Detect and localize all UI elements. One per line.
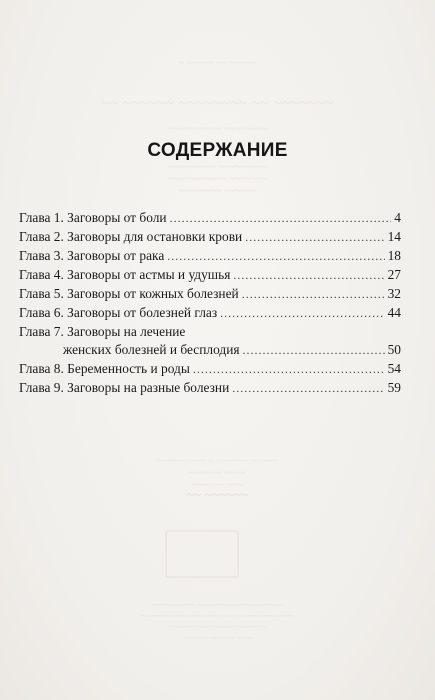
toc-entry-page: 54 xyxy=(387,361,401,376)
bleed-through-text: ~~~~~~~~~ ~~~~~~~~~~~~~~~~~~ ~~~~~~ ~~~~~~~~~~~~ ~~~~~ ~~~~~~~ ~~~~~~~~~~~~~~~~~~~~ ~~~~~ ~~~~~ ~~~ xyxy=(141,600,294,643)
toc-entry-page: 44 xyxy=(387,305,401,320)
toc-entry-page: 14 xyxy=(387,229,401,244)
bleed-through-text: ~~ ~~~~~~ xyxy=(186,488,249,503)
toc-entry-page: 4 xyxy=(394,210,401,225)
dot-leader xyxy=(170,209,392,227)
toc-entry[interactable] xyxy=(19,266,401,284)
dot-leader xyxy=(245,228,384,246)
bleed-through-text: ~~~~~~~~~ ~ ~~~~~~ ~~~~~ ~~~~~~ ~~~~ ~~~~~~ ~~~ xyxy=(156,456,279,491)
toc-entry-label: Глава 4. Заговоры от астмы и удушья xyxy=(19,267,231,282)
toc-entry-page: 32 xyxy=(387,286,401,301)
toc-entry-label: Глава 2. Заговоры для остановки крови xyxy=(19,229,243,244)
toc-entry-label: Глава 9. Заговоры на разные болезни xyxy=(19,380,230,395)
bleed-through-text: ~ ~~~~~ ~~ ~~~~~ xyxy=(178,58,257,69)
toc-entry[interactable] xyxy=(19,379,401,397)
toc-entry-label-continued: женских болезней и бесплодия xyxy=(63,342,240,357)
dot-leader xyxy=(233,266,384,284)
dot-leader xyxy=(193,360,385,378)
toc-entry-page: 50 xyxy=(387,342,401,357)
toc-entry-label: Глава 7. Заговоры на лечение xyxy=(19,324,186,339)
toc-entry-label: Глава 6. Заговоры от болезней глаз xyxy=(19,305,218,320)
toc-entry[interactable] xyxy=(19,360,401,378)
table-of-contents xyxy=(19,209,401,398)
toc-entry[interactable] xyxy=(19,285,401,303)
toc-entry-label: Глава 1. Заговоры от боли xyxy=(19,210,167,225)
toc-title: СОДЕРЖАНИЕ xyxy=(147,140,288,161)
bleed-through-mark xyxy=(165,530,239,578)
dot-leader xyxy=(243,341,385,359)
toc-entry-label: Глава 8. Беременность и роды xyxy=(19,361,190,376)
bleed-through-text: ~~~~~~~~~~ ~~~~~~~~ xyxy=(167,124,268,135)
dot-leader xyxy=(220,304,384,322)
toc-entry[interactable] xyxy=(19,228,401,246)
toc-entry[interactable] xyxy=(19,323,401,359)
toc-entry-page: 27 xyxy=(387,267,401,282)
toc-entry[interactable] xyxy=(19,304,401,322)
bleed-through-text: ~~~~~~~~~ ~~~~~~~~~ ~~~~~~~~~~~ ~~~~~~~ ~~~~~~~~ ~~~~~~ xyxy=(167,162,268,197)
bleed-through-text: ~~ ~~~~~~ ~~~~~~~~ ~~ ~~~~~~~ xyxy=(101,96,334,112)
dot-leader xyxy=(242,285,385,303)
toc-entry-page: 18 xyxy=(387,248,401,263)
toc-entry-label: Глава 5. Заговоры от кожных болезней xyxy=(19,286,239,301)
dot-leader xyxy=(167,247,384,265)
toc-entry-label: Глава 3. Заговоры от рака xyxy=(19,248,165,263)
toc-entry[interactable] xyxy=(19,247,401,265)
toc-entry[interactable] xyxy=(19,209,401,227)
dot-leader xyxy=(232,379,384,397)
toc-entry-page: 59 xyxy=(387,380,401,395)
